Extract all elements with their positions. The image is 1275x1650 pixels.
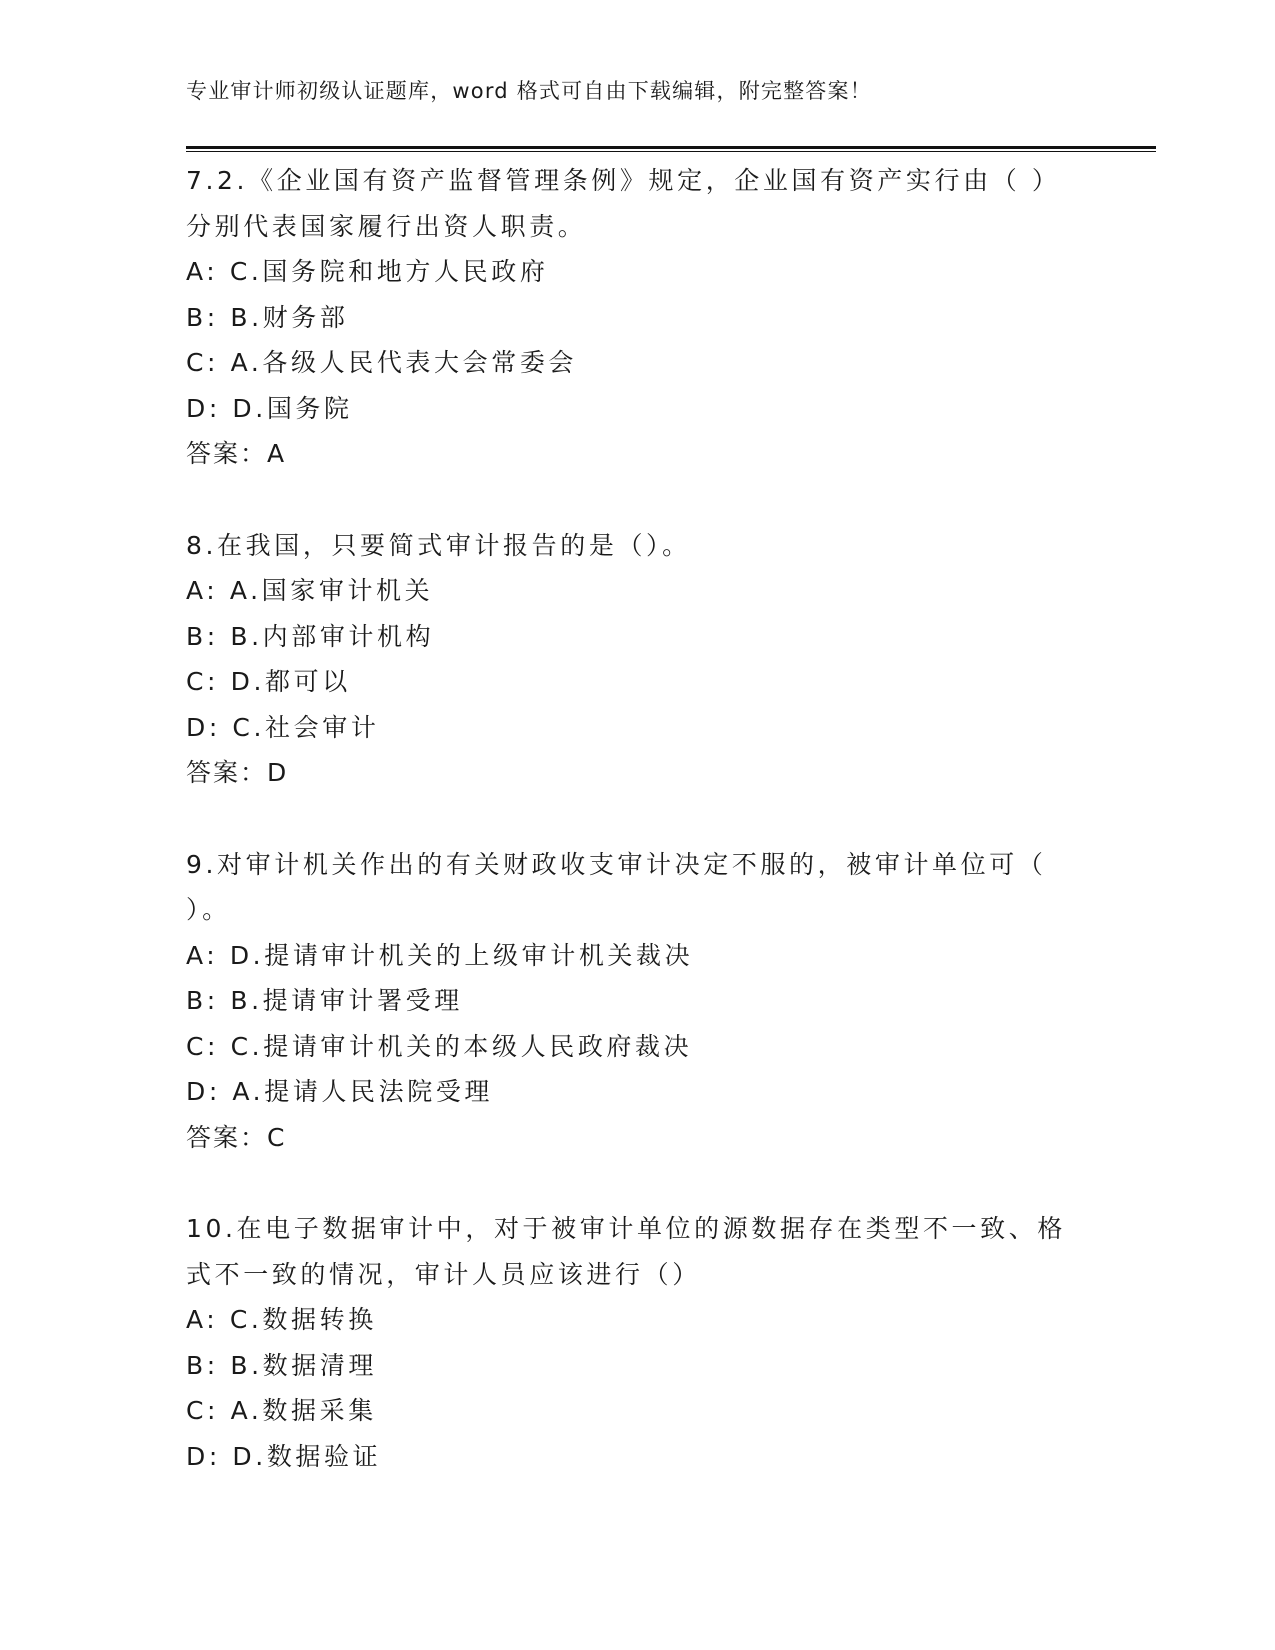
question-7: [186, 158, 1086, 477]
header-divider-thick: [186, 146, 1156, 149]
question-stem: 9.对审计机关作出的有关财政收支审计决定不服的，被审计单位可（ ）。: [186, 849, 1047, 924]
option-a: A: C.数据转换: [186, 1305, 377, 1334]
option-a: A: A.国家审计机关: [186, 576, 434, 605]
answer: 答案：C: [186, 1122, 287, 1152]
option-c: C: C.提请审计机关的本级人民政府裁决: [186, 1031, 693, 1061]
question-10: [186, 1206, 1086, 1479]
page-header: 专业审计师初级认证题库，word 格式可自由下载编辑，附完整答案！: [186, 79, 872, 103]
option-b: B: B.数据清理: [186, 1350, 378, 1380]
option-a: A: D.提请审计机关的上级审计机关裁决: [186, 940, 694, 970]
option-c: C: A.各级人民代表大会常委会: [186, 348, 578, 377]
option-d: D: C.社会审计: [186, 712, 380, 742]
option-d: D: A.提请人民法院受理: [186, 1077, 494, 1106]
question-stem: 10.在电子数据审计中，对于被审计单位的源数据存在类型不一致、格式不一致的情况，审计人员应该进行（）: [186, 1214, 1066, 1289]
question-list: [186, 158, 1086, 1479]
question-stem: 7.2.《企业国有资产监督管理条例》规定，企业国有资产实行由（ ）分别代表国家履行出资人职责。: [186, 166, 1061, 241]
option-d: D: D.数据验证: [186, 1441, 382, 1471]
answer: 答案：D: [186, 758, 289, 787]
question-9: [186, 842, 1086, 1161]
header-divider: [186, 146, 1156, 152]
option-a: A: C.国务院和地方人民政府: [186, 257, 549, 286]
option-c: C: A.数据采集: [186, 1396, 377, 1425]
option-b: B: B.提请审计署受理: [186, 986, 463, 1015]
question-stem: 8.在我国，只要简式审计报告的是（）。: [186, 530, 691, 560]
option-b: B: B.内部审计机构: [186, 621, 435, 651]
option-b: B: B.财务部: [186, 302, 349, 332]
option-c: C: D.都可以: [186, 667, 351, 696]
answer: 答案：A: [186, 439, 287, 468]
header-divider-thin: [186, 151, 1156, 152]
question-8: [186, 523, 1086, 796]
option-d: D: D.国务院: [186, 393, 353, 423]
